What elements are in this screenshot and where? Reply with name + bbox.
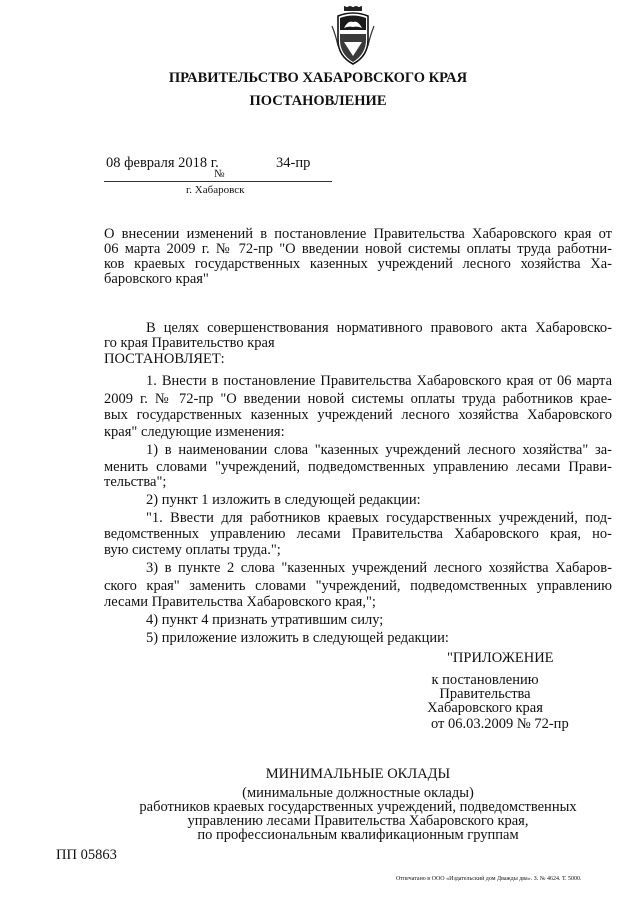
- body-line: 2) пункт 1 изложить в следующей редакции:: [146, 492, 421, 508]
- appendix-line: Правительства: [439, 686, 531, 702]
- printer-note: Отпечатано в ООО «Издательский дом Дважды два». З. № 4624. Т. 5000.: [396, 876, 582, 882]
- body-line: "1. Ввести для работников краевых государственных учреждений, под-: [146, 510, 612, 526]
- preamble-line: В целях совершенствования нормативного правового акта Хабаровско-: [146, 320, 612, 336]
- document-city: г. Хабаровск: [186, 184, 245, 196]
- coat-of-arms-emblem: [330, 6, 376, 68]
- body-line: ведомственных управлению лесами Правительства Хабаровского края, но-: [104, 526, 612, 542]
- table-subtitle-line: управлению лесами Правительства Хабаровского края,: [187, 813, 529, 829]
- table-main-title: МИНИМАЛЬНЫЕ ОКЛАДЫ: [265, 766, 451, 782]
- organization-title: ПРАВИТЕЛЬСТВО ХАБАРОВСКОГО КРАЯ: [168, 70, 468, 86]
- subject-line: 06 марта 2009 г. № 72-пр "О введении новой системы оплаты труда работни-: [104, 241, 612, 257]
- appendix-line: Хабаровского края: [427, 700, 543, 716]
- resolves-heading: ПОСТАНОВЛЯЕТ:: [104, 351, 225, 367]
- body-line: вую систему оплаты труда.";: [104, 542, 281, 558]
- body-line: 2009 г. № 72-пр "О введении новой системы оплаты труда работников крае-: [104, 391, 612, 407]
- preamble-line: го края Правительство края: [104, 335, 275, 351]
- body-line: лесами Правительства Хабаровского края,";: [104, 594, 376, 610]
- subject-line: О внесении изменений в постановление Правительства Хабаровского края от: [104, 226, 612, 242]
- body-line: менить словами "учреждений, подведомственных управлению лесами Прави-: [104, 459, 612, 475]
- body-line: 5) приложение изложить в следующей редакции:: [146, 630, 449, 646]
- body-line: края" следующие изменения:: [104, 424, 285, 440]
- table-subtitle-line: по профессиональным квалификационным группам: [197, 827, 519, 843]
- body-line: 3) в пункте 2 слова "казенных учреждений лесного хозяйства Хабаров-: [146, 560, 612, 576]
- table-subtitle-line: работников краевых государственных учреждений, подведомственных: [139, 799, 577, 815]
- appendix-line: от 06.03.2009 № 72-пр: [431, 716, 569, 732]
- date-number-underline: [104, 181, 332, 182]
- body-line: 4) пункт 4 признать утратившим силу;: [146, 612, 384, 628]
- body-line: ского края" заменить словами "учреждений, подведомственных управлению: [104, 578, 612, 594]
- subject-line: ков краевых государственных казенных учреждений лесного хозяйства Ха-: [104, 256, 612, 272]
- document-number: 34-пр: [276, 155, 311, 171]
- body-line: тельства";: [104, 474, 167, 490]
- appendix-line: к постановлению: [431, 672, 539, 688]
- subject-line: баровского края": [104, 271, 209, 287]
- appendix-title: "ПРИЛОЖЕНИЕ: [447, 650, 554, 666]
- body-line: вых государственных казенных учреждений лесного хозяйства Хабаровского: [104, 407, 612, 423]
- document-date: 08 февраля 2018 г.: [106, 155, 219, 171]
- body-line: 1. Внести в постановление Правительства Хабаровского края от 06 марта: [146, 373, 612, 389]
- body-line: 1) в наименовании слова "казенных учреждений лесного хозяйства" за-: [146, 442, 612, 458]
- document-type-title: ПОСТАНОВЛЕНИЕ: [249, 93, 387, 109]
- document-code: ПП 05863: [56, 847, 117, 863]
- table-subtitle-line: (минимальные должностные оклады): [242, 785, 474, 801]
- number-sign: №: [214, 168, 225, 180]
